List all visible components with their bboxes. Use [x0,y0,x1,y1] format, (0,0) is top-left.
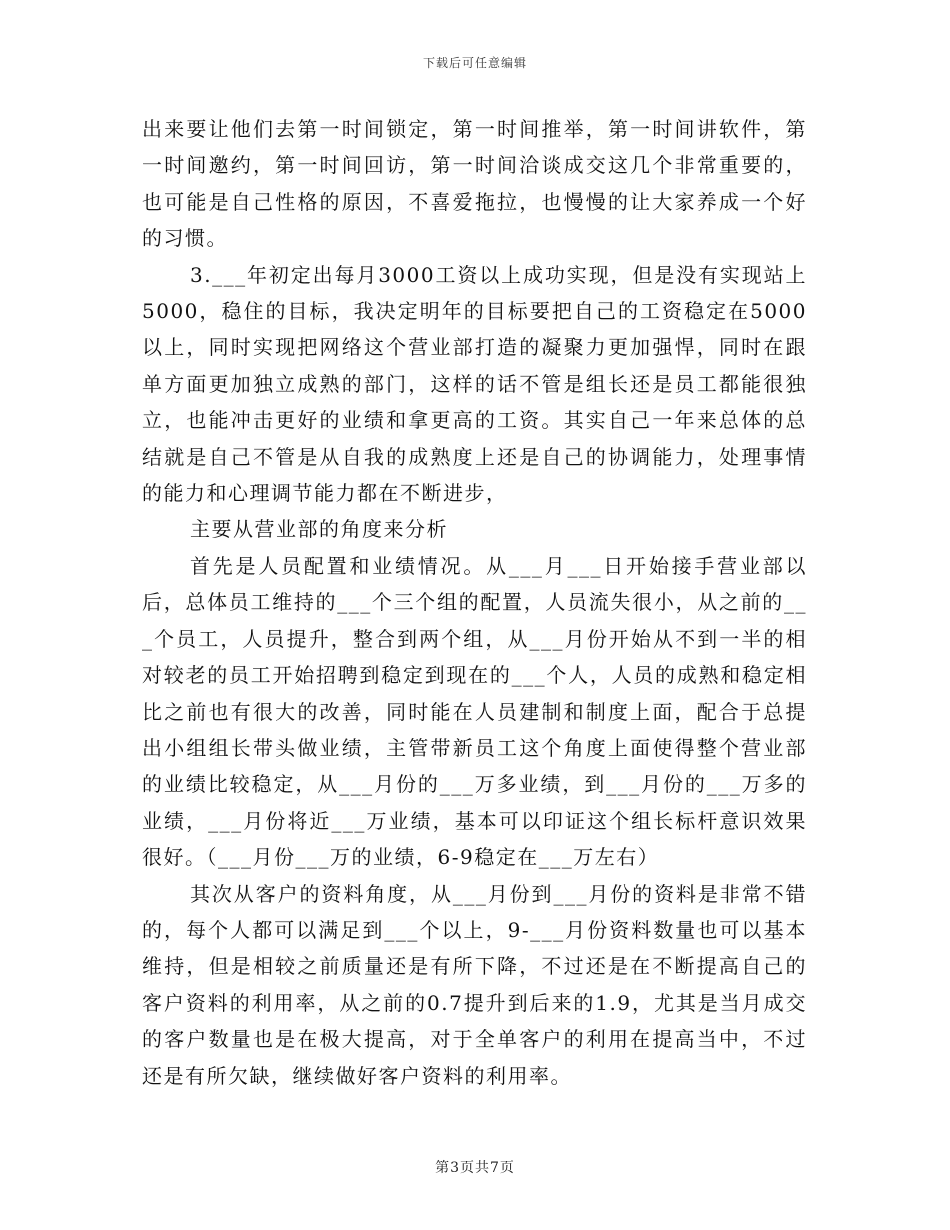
paragraph-2: 3.___年初定出每月3000工资以上成功实现，但是没有实现站上5000，稳住的目标，我决定明年的目标要把自己的工资稳定在5000以上，同时实现把网络这个营业部打造的凝聚力更加强悍，同时在跟单方面更加独立成熟的部门，这样的话不管是组长还是员工都能很独立，也能冲击更好的业绩和拿更高的工资。其实自己一年来总体的总结就是自己不管是从自我的成熟度上还是自己的协调能力，处理事情的能力和心理调节能力都在不断进步， [142,262,807,506]
paragraph-3: 主要从营业部的角度来分析 [190,517,448,542]
document-body [142,111,807,1094]
page-header-note: 下载后可任意编辑 [422,56,527,70]
paragraph-1: 出来要让他们去第一时间锁定，第一时间推举，第一时间讲软件，第一时间邀约，第一时间回访，第一时间洽谈成交这几个非常重要的，也可能是自己性格的原因，不喜爱拖拉，也慢慢的让大家养成一个好的习惯。 [142,117,807,251]
paragraph-4: 首先是人员配置和业绩情况。从___月___日开始接手营业部以后，总体员工维持的___个三个组的配置，人员流失很小，从之前的___个员工，人员提升，整合到两个组，从___月份开始从不到一半的相对较老的员工开始招聘到稳定到现在的___个人，人员的成熟和稳定相比之前也有很大的改善，同时能在人员建制和制度上面，配合于总提出小组组长带头做业绩，主管带新员工这个角度上面使得整个营业部的业绩比较稳定，从___月份的___万多业绩，到___月份的___万多的业绩，___月份将近___万业绩，基本可以印证这个组长标杆意识效果很好。（___月份___万的业绩，6-9稳定在___万左右） [142,553,807,870]
paragraph-5: 其次从客户的资料角度，从___月份到___月份的资料是非常不错的，每个人都可以满足到___个以上，9-___月份资料数量也可以基本维持，但是相较之前质量还是有所下降，不过还是在不断提高自己的客户资料的利用率，从之前的0.7提升到后来的1.9，尤其是当月成交的客户数量也是在极大提高，对于全单客户的利用在提高当中，不过还是有所欠缺，继续做好客户资料的利用率。 [142,881,807,1088]
page-number-footer: 第3页共7页 [435,1160,515,1176]
